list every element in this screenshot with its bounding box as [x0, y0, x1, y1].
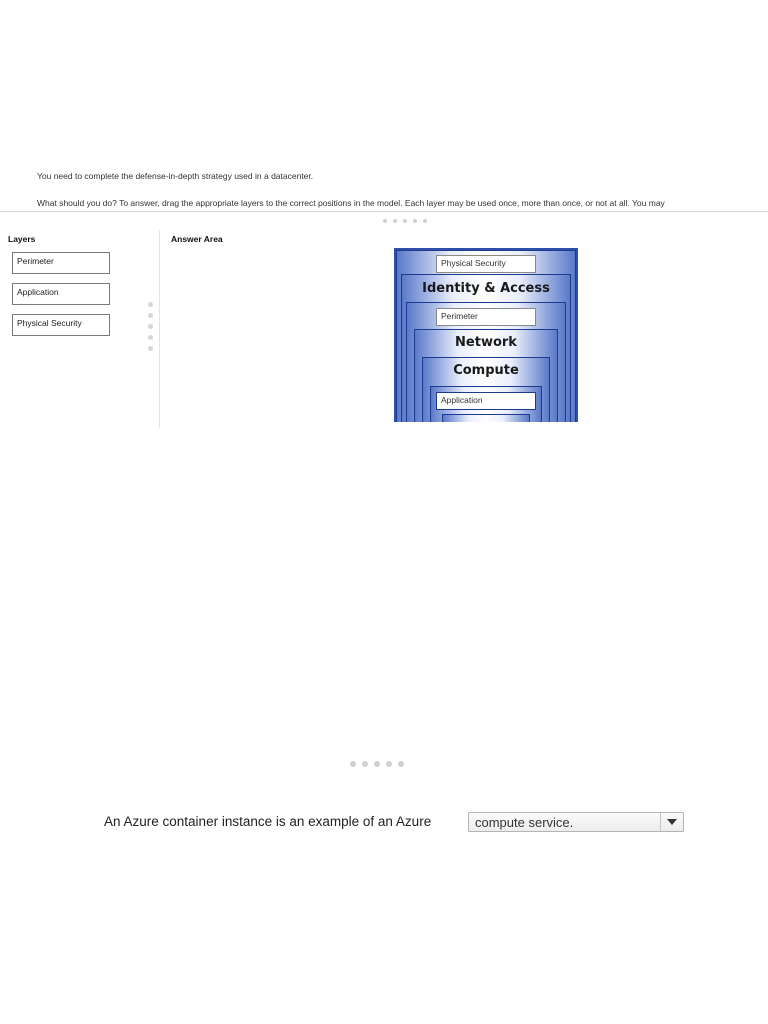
chevron-down-icon [667, 819, 677, 825]
answer-dropdown[interactable] [468, 812, 684, 832]
drag-handle-dots-icon[interactable] [350, 761, 404, 767]
drag-item-perimeter[interactable]: Perimeter [12, 252, 110, 274]
dropdown-button[interactable] [660, 813, 683, 831]
layer-label-identity-access: Identity & Access [422, 281, 550, 296]
answer-area-title: Answer Area [171, 234, 223, 244]
drop-slot-1[interactable]: Physical Security [436, 255, 536, 273]
divider [0, 211, 768, 212]
drag-item-physical-security[interactable]: Physical Security [12, 314, 110, 336]
drop-slot-2[interactable]: Perimeter [436, 308, 536, 326]
pane-divider [159, 230, 160, 428]
drag-handle-dots-icon[interactable] [383, 219, 427, 223]
dropdown-question-text: An Azure container instance is an example of an Azure [104, 814, 432, 829]
question-instruction: You need to complete the defense-in-depth strategy used in a datacenter. [37, 171, 314, 181]
question-details: What should you do? To answer, drag the appropriate layers to the correct positions in the model. Each layer may be used once, more than once, or not at all. You may [37, 198, 665, 208]
drop-slot-3[interactable]: Application [436, 392, 536, 410]
splitter-dots-icon[interactable] [148, 302, 153, 351]
defense-in-depth-model [394, 248, 578, 422]
layers-title: Layers [8, 234, 36, 244]
layer-label-compute: Compute [453, 363, 519, 378]
layer-label-network: Network [455, 335, 517, 350]
dropdown-selected-value: compute service. [475, 815, 574, 830]
model-layer-7 [442, 414, 530, 422]
drag-item-application[interactable]: Application [12, 283, 110, 305]
